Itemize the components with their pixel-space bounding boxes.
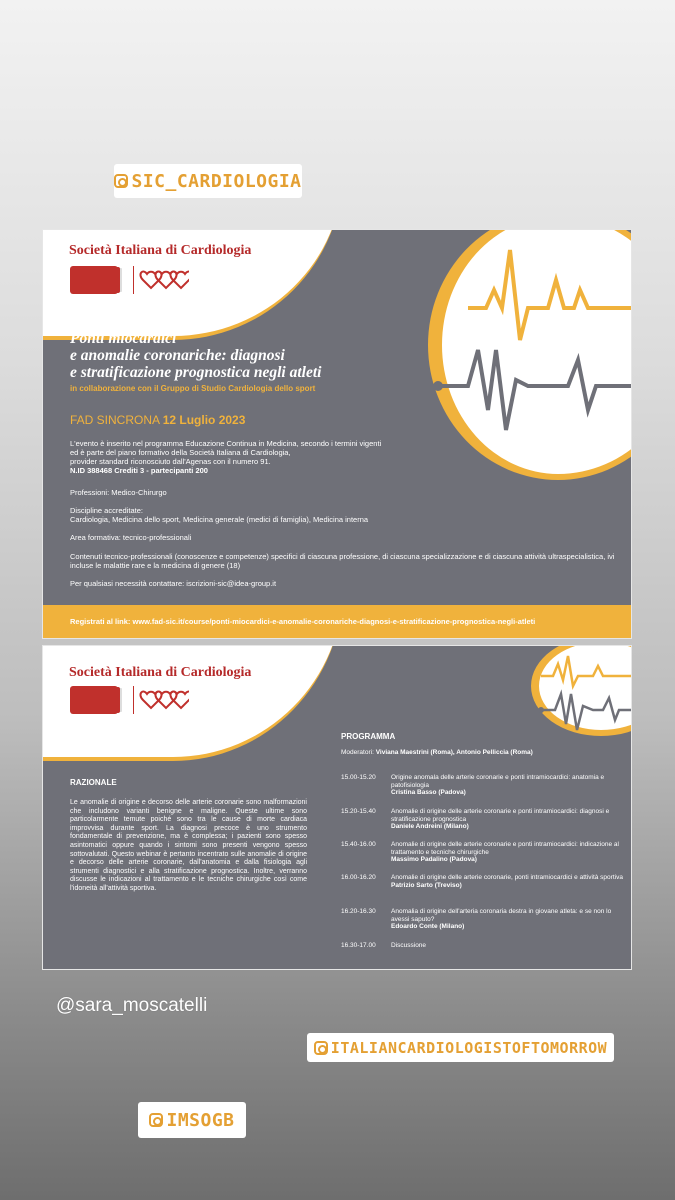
logo-divider bbox=[133, 686, 134, 714]
rationale-text: Le anomalie di origine e decorso delle arterie coronarie sono malformazioni che includono varianti benigne e maligne. Queste ultime sono particolarmente temute poiché sono tra le cause di morte cardiaca improvvisa durante sport. La diagnosi precoce è uno strumento fondamentale di prevenzione, ma è complessa; i pazienti sono spesso asintomatici oppure quando i sintomi sono presenti vengono spesso sottovalutati. Questo webinar è pertanto incentrato sulle anomalie di origine e decorso delle arterie coronarie, dall'anatomia e dalla fisiologia agli strumenti diagnostici e alla stratificazione prognostica. Inoltre, verranno discusse le indicazioni al trattamento e le tecniche chirurgiche così come l'idoneità all'attività sportiva. bbox=[70, 799, 307, 892]
instagram-icon bbox=[149, 1113, 163, 1127]
instagram-icon bbox=[314, 1041, 328, 1055]
instagram-icon bbox=[114, 174, 128, 188]
hearts-icon bbox=[139, 684, 189, 716]
event-date: FAD SINCRONA 12 Luglio 2023 bbox=[70, 413, 246, 427]
sic-logo-icon bbox=[70, 686, 118, 714]
instagram-sticker-ict[interactable] bbox=[307, 1033, 614, 1062]
event-poster-top bbox=[43, 230, 631, 638]
instagram-sticker-imsogb[interactable] bbox=[138, 1102, 246, 1138]
contact-info: Per qualsiasi necessità contattare: iscrizioni-sic@idea-group.it bbox=[70, 579, 277, 588]
sticker-label: SIC_CARDIOLOGIA bbox=[131, 170, 302, 192]
program-heading: PROGRAMMA bbox=[341, 732, 396, 741]
ecm-info: L'evento è inserito nel programma Educazione Continua in Medicina, secondo i termini vigenti ed è parte del piano formativo della Società Italiana di Cardiologia, provider standard riconosciuto dall'Agenas con il numero 91. N.ID 388468 Crediti 3 - partecipanti 200 bbox=[70, 439, 382, 475]
sticker-label: ITALIANCARDIOLOGISTOFTOMORROW bbox=[330, 1038, 608, 1057]
training-area: Area formativa: tecnico-professionali bbox=[70, 533, 192, 542]
collaboration-note: in collaborazione con il Gruppo di Studio Cardiologia dello sport bbox=[70, 384, 316, 393]
instagram-sticker-sic[interactable] bbox=[114, 164, 302, 198]
rationale-heading: RAZIONALE bbox=[70, 778, 117, 787]
ecg-waveform-icon bbox=[533, 646, 631, 736]
sticker-label: IMSOGB bbox=[166, 1109, 235, 1131]
registration-link[interactable]: Registrati al link: www.fad-sic.it/course/ponti-miocardici-e-anomalie-coronariche-diagnosi-e-stratificazione-prognostica-negli-atleti bbox=[43, 605, 631, 638]
society-name: Società Italiana di Cardiologia bbox=[69, 665, 252, 680]
sic-logo-icon bbox=[70, 266, 118, 294]
logo-divider bbox=[133, 266, 134, 294]
society-name: Società Italiana di Cardiologia bbox=[69, 243, 252, 258]
professions: Professioni: Medico-Chirurgo bbox=[70, 488, 167, 497]
ecg-waveform-icon bbox=[428, 230, 631, 470]
user-mention[interactable]: @sara_moscatelli bbox=[56, 995, 208, 1016]
contents: Contenuti tecnico-professionali (conoscenze e competenze) specifici di ciascuna professione, di ciascuna specializzazione e di ciascuna attività ultraspecialistica, ivi incluse le malattie rare e la medicina di genere (18) bbox=[70, 552, 615, 570]
disciplines: Discipline accreditate: Cardiologia, Medicina dello sport, Medicina generale (medici di famiglia), Medicina interna bbox=[70, 506, 369, 524]
event-poster-bottom: Società Italiana di Cardiologia RAZIONALE Le anomalie di origine e decorso delle arterie coronarie sono malformazioni che includono varianti benigne e maligne. Queste ultime sono particolarmente temute poiché sono tra le cause di morte cardiaca improvvisa durante sport. La diagnosi precoce è uno strumento fondamentale di prevenzione, ma è complessa; i pazienti sono spesso asintomatici oppure quando i sintomi sono presenti vengono spesso sottovalutati. Questo webinar è pertanto incentrato sulle anomalie di origine e decorso delle arterie coronarie, dall'anatomia e dalla fisiologia agli strumenti diagnostici e alla stratificazione prognostica. Inoltre, verranno discusse le indicazioni al trattamento e le tecniche chirurgiche così come l'idoneità all'attività sportiva. PROGRAMMA Moderatori: Viviana Maestrini (Roma), Antonio Pelliccia (Roma) 15.00-15.20 Origine anomala delle arterie coronarie e ponti intramiocardici: anatomia e patofisiologia Cristina Basso (Padova) 15.20-15.40 Anomalie di origine delle arterie coronarie e ponti intramiocardici: diagnosi e stratificazione prognostica Daniele Andreini (Milano) 15.40-16.00 Anomalie di origine delle arterie coronarie e ponti intramiocardici: indicazione al trattamento e tecniche chirurgiche Massimo Padalino (Padova) 16.00-16.20 Anomalie di origine delle arterie coronarie, ponti intramiocardici e attività sportiva Patrizio Sarto (Treviso) 16.20-16.30 Anomalia di origine dell'arteria coronaria destra in giovane atleta: e se non lo avessi saputo? Edoardo Conte (Milano) 16.30-17.00 Discussione bbox=[43, 646, 631, 969]
event-title: Ponti miocardici e anomalie coronariche: diagnosi e stratificazione prognostica negli atleti bbox=[70, 330, 322, 381]
moderators: Moderatori: Viviana Maestrini (Roma), Antonio Pelliccia (Roma) bbox=[341, 749, 533, 756]
hearts-icon bbox=[139, 264, 189, 296]
